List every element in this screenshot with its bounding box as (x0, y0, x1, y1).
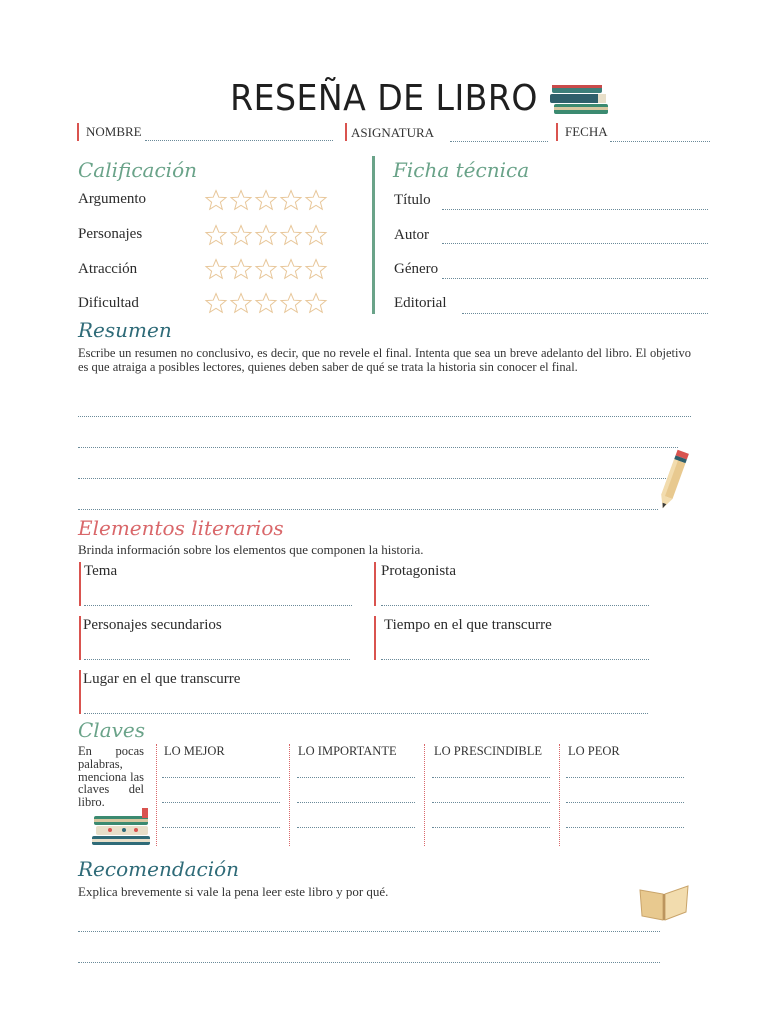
star-icon[interactable] (229, 189, 253, 211)
rating-stars-argumento[interactable] (204, 189, 328, 211)
star-icon[interactable] (279, 189, 303, 211)
star-icon[interactable] (304, 258, 328, 280)
star-icon[interactable] (204, 292, 228, 314)
recommendation-line-1[interactable] (78, 931, 660, 932)
element-field-tiempo[interactable] (381, 659, 649, 660)
books-pile-icon (90, 808, 154, 848)
keys-description: En pocas palabras, menciona las claves del libro. (78, 744, 144, 810)
section-divider (372, 156, 375, 314)
keys-important-line-1[interactable] (297, 777, 415, 778)
star-icon[interactable] (279, 292, 303, 314)
star-icon[interactable] (254, 189, 278, 211)
star-icon[interactable] (279, 258, 303, 280)
star-icon[interactable] (229, 292, 253, 314)
technical-label-autor: Autor (394, 227, 429, 243)
element-label-tiempo: Tiempo en el que transcurre (384, 617, 552, 633)
rating-label-personajes: Personajes (78, 226, 143, 242)
star-icon[interactable] (304, 224, 328, 246)
date-field[interactable] (610, 141, 710, 142)
summary-line-1[interactable] (78, 416, 691, 417)
elements-heading: Elementos literarios (78, 516, 284, 540)
keys-important-line-3[interactable] (297, 827, 415, 828)
keys-worst-line-1[interactable] (566, 777, 684, 778)
star-icon[interactable] (229, 224, 253, 246)
books-stack-icon (548, 83, 610, 117)
recommendation-line-2[interactable] (78, 962, 660, 963)
rating-stars-atraccion[interactable] (204, 258, 328, 280)
technical-label-editorial: Editorial (394, 295, 447, 311)
star-icon[interactable] (204, 224, 228, 246)
technical-field-genero[interactable] (442, 278, 708, 279)
open-book-icon (636, 880, 692, 922)
page-title: RESEÑA DE LIBRO (230, 78, 538, 119)
summary-line-3[interactable] (78, 478, 670, 479)
star-icon[interactable] (279, 224, 303, 246)
element-label-secundarios: Personajes secundarios (83, 617, 222, 633)
element-field-secundarios[interactable] (84, 659, 350, 660)
keys-column-important: LO IMPORTANTE (298, 744, 397, 758)
technical-label-genero: Género (394, 261, 439, 277)
star-icon[interactable] (204, 189, 228, 211)
elements-description: Brinda información sobre los elementos que componen la historia. (78, 542, 424, 557)
summary-description: Escribe un resumen no conclusivo, es decir, que no revele el final. Intenta que sea un breve adelanto del libro. El objetivo es que atraiga a posibles lectores, quienes deben saber de qué se trata la historia sin conocer el final. (78, 346, 691, 374)
keys-heading: Claves (78, 718, 146, 742)
recommendation-heading: Recomendación (78, 857, 240, 881)
keys-best-line-2[interactable] (162, 802, 280, 803)
rating-heading: Calificación (78, 158, 198, 182)
technical-heading: Ficha técnica (393, 158, 530, 182)
recommendation-description: Explica brevemente si vale la pena leer este libro y por qué. (78, 884, 389, 899)
element-label-protagonista: Protagonista (381, 563, 456, 579)
rating-stars-personajes[interactable] (204, 224, 328, 246)
technical-field-autor[interactable] (442, 243, 708, 244)
date-label: FECHA (565, 124, 608, 139)
keys-column-worst: LO PEOR (568, 744, 620, 758)
technical-field-editorial[interactable] (462, 313, 708, 314)
keys-dispensable-line-2[interactable] (432, 802, 550, 803)
keys-dispensable-line-3[interactable] (432, 827, 550, 828)
rating-label-argumento: Argumento (78, 191, 147, 207)
star-icon[interactable] (254, 292, 278, 314)
rating-label-atraccion: Atracción (78, 261, 138, 277)
star-icon[interactable] (304, 292, 328, 314)
technical-label-titulo: Título (394, 192, 431, 208)
keys-best-line-3[interactable] (162, 827, 280, 828)
rating-stars-dificultad[interactable] (204, 292, 328, 314)
summary-line-4[interactable] (78, 509, 658, 510)
star-icon[interactable] (204, 258, 228, 280)
star-icon[interactable] (304, 189, 328, 211)
rating-label-dificultad: Dificultad (78, 295, 139, 311)
star-icon[interactable] (254, 224, 278, 246)
keys-column-dispensable: LO PRESCINDIBLE (434, 744, 542, 758)
subject-field[interactable] (450, 141, 548, 142)
keys-worst-line-3[interactable] (566, 827, 684, 828)
element-field-tema[interactable] (84, 605, 352, 606)
name-field[interactable] (145, 140, 333, 141)
pencil-icon (652, 446, 694, 514)
keys-worst-line-2[interactable] (566, 802, 684, 803)
element-field-protagonista[interactable] (381, 605, 649, 606)
keys-important-line-2[interactable] (297, 802, 415, 803)
keys-best-line-1[interactable] (162, 777, 280, 778)
keys-column-best: LO MEJOR (164, 744, 225, 758)
element-field-lugar[interactable] (84, 713, 648, 714)
element-label-lugar: Lugar en el que transcurre (83, 671, 241, 687)
technical-field-titulo[interactable] (442, 209, 708, 210)
name-label: NOMBRE (86, 124, 142, 139)
summary-heading: Resumen (78, 318, 172, 342)
star-icon[interactable] (254, 258, 278, 280)
summary-line-2[interactable] (78, 447, 678, 448)
keys-dispensable-line-1[interactable] (432, 777, 550, 778)
element-label-tema: Tema (84, 563, 118, 579)
star-icon[interactable] (229, 258, 253, 280)
subject-label: ASIGNATURA (351, 125, 435, 140)
